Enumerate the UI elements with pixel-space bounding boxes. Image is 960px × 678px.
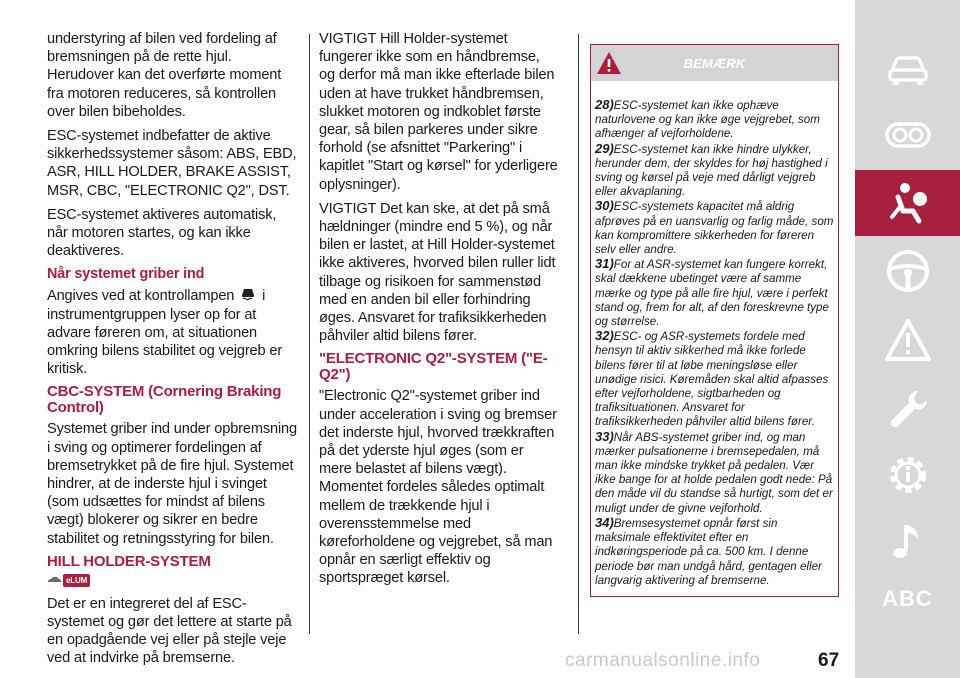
- watermark: carmanualsonline.info: [565, 650, 761, 671]
- elum-badge: eLUM: [63, 574, 90, 587]
- note-number: 28): [595, 97, 614, 112]
- note-box: [590, 44, 839, 597]
- note-number: 29): [595, 140, 614, 156]
- paragraph: Systemet griber ind under opbremsning i sving og optimerer fordelingen af bremsetrykket på de fire hjul. Systemet hindrer, at de inderste hjul i svinget (som udsættes for mindst af bilens vægt) blokerer og sikrer en bedre stabilitet og retningsstyring for bilen.: [47, 421, 297, 547]
- note-item: [595, 142, 834, 200]
- chapter-sidebar: [855, 0, 960, 678]
- note-item: [595, 430, 834, 516]
- note-number: 33): [595, 428, 614, 444]
- car-silhouette-icon: [47, 575, 61, 585]
- sidebar-item-steering[interactable]: [855, 238, 960, 304]
- airbag-person-icon: [884, 179, 932, 227]
- settings-info-icon: [884, 451, 932, 499]
- note-number: 31): [595, 256, 614, 272]
- paragraph: "Electronic Q2"-systemet griber ind under acceleration i sving og bremser det inderste hjul, hvorved trækkraften på det yderste hjul øges (som er mere belastet af bilens vægt). Momentet fordeles således optimalt mellem de trækkende hjul i overensstemmelse med køreforholdene og vejgrebet, så man opnår en særligt effektiv og sportspræget kørsel.: [319, 388, 557, 587]
- paragraph-text: Angives ved at kontrollampen: [47, 288, 235, 305]
- note-item: [595, 329, 834, 429]
- sidebar-item-index[interactable]: [855, 566, 960, 632]
- column-divider: [578, 34, 579, 634]
- note-header: [591, 45, 838, 81]
- section-heading: "ELECTRONIC Q2"-SYSTEM ("E-Q2"): [319, 350, 548, 384]
- text-column-middle: [319, 30, 559, 594]
- dashboard-icon: [884, 111, 932, 159]
- paragraph: [47, 286, 297, 378]
- car-icon: [884, 45, 932, 93]
- paragraph: understyring af bilen ved fordeling af bremsningen på de rette hjul. Herudover kan det overførte moment fra motoren reduceres, så kontrollen over bilen bibeholdes.: [47, 31, 282, 120]
- sidebar-item-car[interactable]: [855, 36, 960, 102]
- section-heading: Når systemet griber ind: [47, 266, 205, 283]
- paragraph: ESC-systemet indbefatter de aktive sikkerhedssystemer såsom: ABS, EBD, ASR, HILL HOLDER, BRAKE ASSIST, MSR, CBC, "ELECTRONIC Q2", DST.: [47, 128, 297, 199]
- note-text: For at ASR-systemet kan fungere korrekt, skal dækkene ubetinget være af samme mærke og type på alle fire hjul, være i perfekt stand og, frem for alt, af den foreskrevne type og størrelse.: [595, 258, 829, 329]
- page-number: 67: [818, 650, 840, 671]
- note-number: 32): [595, 328, 614, 344]
- sidebar-item-technical-data[interactable]: [855, 442, 960, 508]
- note-text: ESC-systemets kapacitet må aldrig afprøves på en uansvarlig og farlig måde, som kan kompromittere sikkerheden for føreren selv eller andre.: [595, 200, 834, 257]
- sidebar-item-safety[interactable]: [855, 170, 960, 236]
- note-text: Bremsesystemet opnår først sin maksimale effektivitet efter en indkøringsperiode på ca. 500 km. I denne periode bør man undgå hård, gentagen eller langvarig aktivering af bremserne.: [595, 516, 822, 587]
- note-number: 30): [595, 198, 614, 214]
- note-item: [595, 516, 834, 588]
- paragraph: VIGTIGT Hill Holder-systemet fungerer ikke som en håndbremse, og derfor må man ikke efterlade bilen uden at have trukket håndbremsen, slukket motoren og indkoblet første gear, så bilen parkeres under sikre forhold (se afsnittet "Parkering" i kapitlet "Start og kørsel" for yderligere oplysninger).: [319, 31, 558, 193]
- wrench-icon: [884, 385, 932, 433]
- note-item: [595, 98, 834, 142]
- column-divider: [309, 34, 310, 634]
- sidebar-item-warnings[interactable]: [855, 308, 960, 374]
- music-note-icon: [884, 517, 932, 565]
- note-number: 34): [595, 514, 614, 530]
- note-text: ESC-systemet kan ikke hindre ulykker, herunder dem, der skyldes for høj hastighed i sving og kørsel på veje med dårligt vejgreb eller akvaplaning.: [595, 142, 828, 199]
- section-heading: CBC-SYSTEM (Cornering Braking Control): [47, 383, 282, 417]
- index-abc-label: ABC: [882, 586, 933, 611]
- section-heading: HILL HOLDER-SYSTEM: [47, 552, 211, 570]
- note-text: ESC- og ASR-systemets fordele med hensyn til aktiv sikkerhed må ikke forlede bilens fører til at løbe meningsløse eller unødige risici. Køremåden skal altid afpasses efter vejforholdene, sigtbarheden og trafiksituationen. Ansvaret for trafiksikkerheden påhviler altid bilens fører.: [595, 330, 829, 429]
- note-title: BEMÆRK: [683, 56, 746, 71]
- version-badge-row: [47, 574, 297, 587]
- text-column-left: [47, 30, 297, 674]
- note-text: Når ABS-systemet griber ind, og man mærker pulsationerne i bremsepedalen, må man ikke mindske trykket på pedalen. Vær ikke bange for at holde pedalen godt nede: På den måde vil du standse så hurtigt, som det er muligt under de givne vejforhold.: [595, 430, 833, 515]
- paragraph: Det er en integreret del af ESC-systemet og gør det lettere at starte på en opadgående vej eller på stejle veje ved at indvirke på bremserne.: [47, 595, 292, 667]
- steering-wheel-icon: [884, 247, 932, 295]
- note-item: [595, 199, 834, 257]
- note-item: [595, 257, 834, 329]
- paragraph: VIGTIGT Det kan ske, at det på små hældninger (mindre end 5 %), og når bilen er lastet, at Hill Holder-systemet ikke aktiveres, hvorved bilen ruller lidt tilbage og risikoen for sammenstød med en anden bil eller forhindring øges. Ansvaret for trafiksikkerheden påhviler altid bilens fører.: [319, 200, 556, 345]
- paragraph: ESC-systemet aktiveres automatisk, når motoren startes, og kan ikke deaktiveres.: [47, 206, 277, 260]
- warning-triangle-icon: [884, 317, 932, 365]
- esc-warning-lamp-icon: [240, 286, 256, 302]
- note-text: ESC-systemet kan ikke ophæve naturlovene og kan ikke øge vejgrebet, som afhænger af vejforholdene.: [595, 99, 820, 141]
- sidebar-item-maintenance[interactable]: [855, 376, 960, 442]
- paragraph-text: i instrumentgruppen lyser op for at advare føreren om, at situationen omkring bilens stabilitet og vejgreb er kritisk.: [47, 288, 283, 378]
- sidebar-item-multimedia[interactable]: [855, 508, 960, 574]
- note-body: [591, 81, 838, 588]
- sidebar-item-dashboard[interactable]: [855, 102, 960, 168]
